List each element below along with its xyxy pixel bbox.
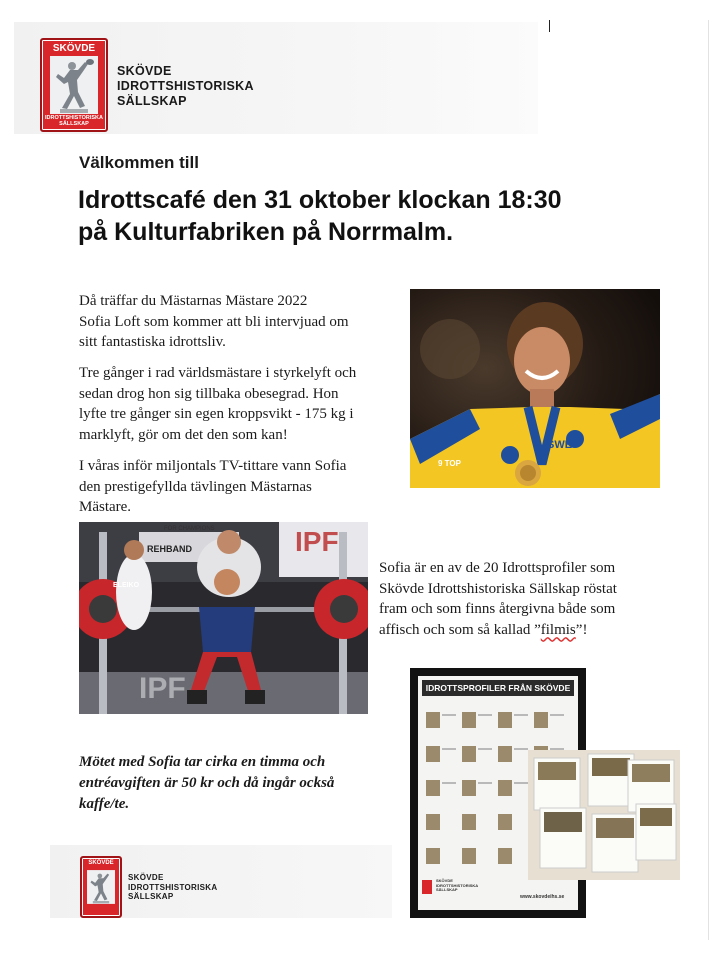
org-name-line: SKÖVDE [117, 64, 172, 78]
para-line: I våras inför miljontals TV-tittare vann Sofia [79, 458, 347, 474]
club-logo [40, 38, 108, 132]
banner-top-text: FOR CHAMPIONS [164, 526, 215, 532]
record-paragraph [79, 363, 356, 445]
squat-competition-photo [79, 522, 368, 714]
org-name-line: SKÖVDE [128, 873, 164, 882]
footer-logo-top-label: SKÖVDE [88, 860, 114, 866]
header-org-name [117, 64, 254, 109]
intro-paragraph [79, 291, 349, 353]
poster-url: www.skovdeihs.se [520, 894, 565, 900]
profiles-poster-photo [410, 668, 680, 918]
logo-bottom-label-2: SÄLLSKAP [59, 121, 89, 127]
para-line: Sofia Loft som kommer att bli intervjuad om [79, 313, 349, 330]
note-line: Mötet med Sofia tar cirka en timma och [79, 754, 326, 770]
footer-discus-thrower-icon [87, 868, 115, 906]
para-line: Skövde Idrottshistoriska Sällskap röstat [379, 580, 617, 597]
para-line: Mästare. [79, 499, 132, 515]
footer-org-name [128, 873, 217, 902]
title-line: Idrottscafé den 31 oktober klockan 18:30 [78, 186, 562, 214]
poster-title: IDROTTSPROFILER FRÅN SKÖVDE [425, 683, 571, 693]
event-title [78, 184, 678, 248]
sponsor-plate-text: ELEIKO [113, 582, 140, 589]
ipf-banner-text: IPF [295, 526, 339, 557]
para-line: marklyft, gör om det den som kan! [79, 426, 288, 443]
text-cursor [549, 20, 550, 32]
org-name-line: SÄLLSKAP [128, 892, 174, 902]
note-line: kaffe/te. [79, 796, 130, 812]
para-line: lyfte tre gånger sin egen kroppsvikt - 175 kg i [79, 406, 354, 422]
poster-org-line: IDROTTSHISTORISKA [436, 882, 479, 888]
page-edge-line [708, 20, 709, 940]
shirt-logo-text: 9 TOP [438, 459, 461, 468]
filmis-word: filmis [540, 621, 576, 638]
org-name-line: SÄLLSKAP [117, 94, 187, 108]
sponsor-banner-text: REHBAND [147, 544, 192, 554]
para-line: fram och som finns återgivna både som [379, 601, 616, 617]
logo-bottom-label-1: IDROTTSHISTORISKA [45, 115, 103, 121]
poster-footer-org [436, 879, 478, 893]
profiles-paragraph [379, 558, 617, 640]
discus-thrower-icon [50, 56, 98, 114]
floor-logo-text: IPF [139, 672, 186, 705]
para-line [379, 620, 617, 641]
meeting-info-note [79, 752, 379, 815]
org-name-line: IDROTTSHISTORISKA [117, 79, 254, 93]
poster-org-line: SÄLLSKAP [436, 887, 458, 893]
title-line: på Kulturfabriken på Norrmalm. [78, 218, 454, 246]
logo-top-label: SKÖVDE [52, 43, 96, 54]
welcome-heading: Välkommen till [79, 153, 199, 172]
note-line: entréavgiften är 50 kr och då ingår också [79, 775, 335, 791]
para-line: Då träffar du Mästarnas Mästare 2022 [79, 293, 308, 309]
para-line: sitt fantastiska idrottsliv. [79, 334, 226, 350]
para-line: Sofia är en av de 20 Idrottsprofiler som [379, 560, 616, 576]
para-line: sedan drog hon sig tillbaka obesegrad. Hon [79, 385, 339, 402]
para-line: den prestigefyllda tävlingen Mästarnas [79, 478, 312, 495]
tv-paragraph [79, 456, 346, 518]
poster-org-line: SKÖVDE [436, 878, 453, 883]
para-line-end: ”! [575, 621, 588, 638]
para-line-start: affisch och som så kallad ” [379, 621, 541, 638]
para-line: Tre gånger i rad världsmästare i styrkelyft och [79, 365, 357, 381]
org-name-line: IDROTTSHISTORISKA [128, 882, 218, 892]
shirt-text: SWE [547, 439, 573, 451]
footer-club-logo [80, 856, 122, 918]
athlete-medal-photo [410, 289, 660, 488]
